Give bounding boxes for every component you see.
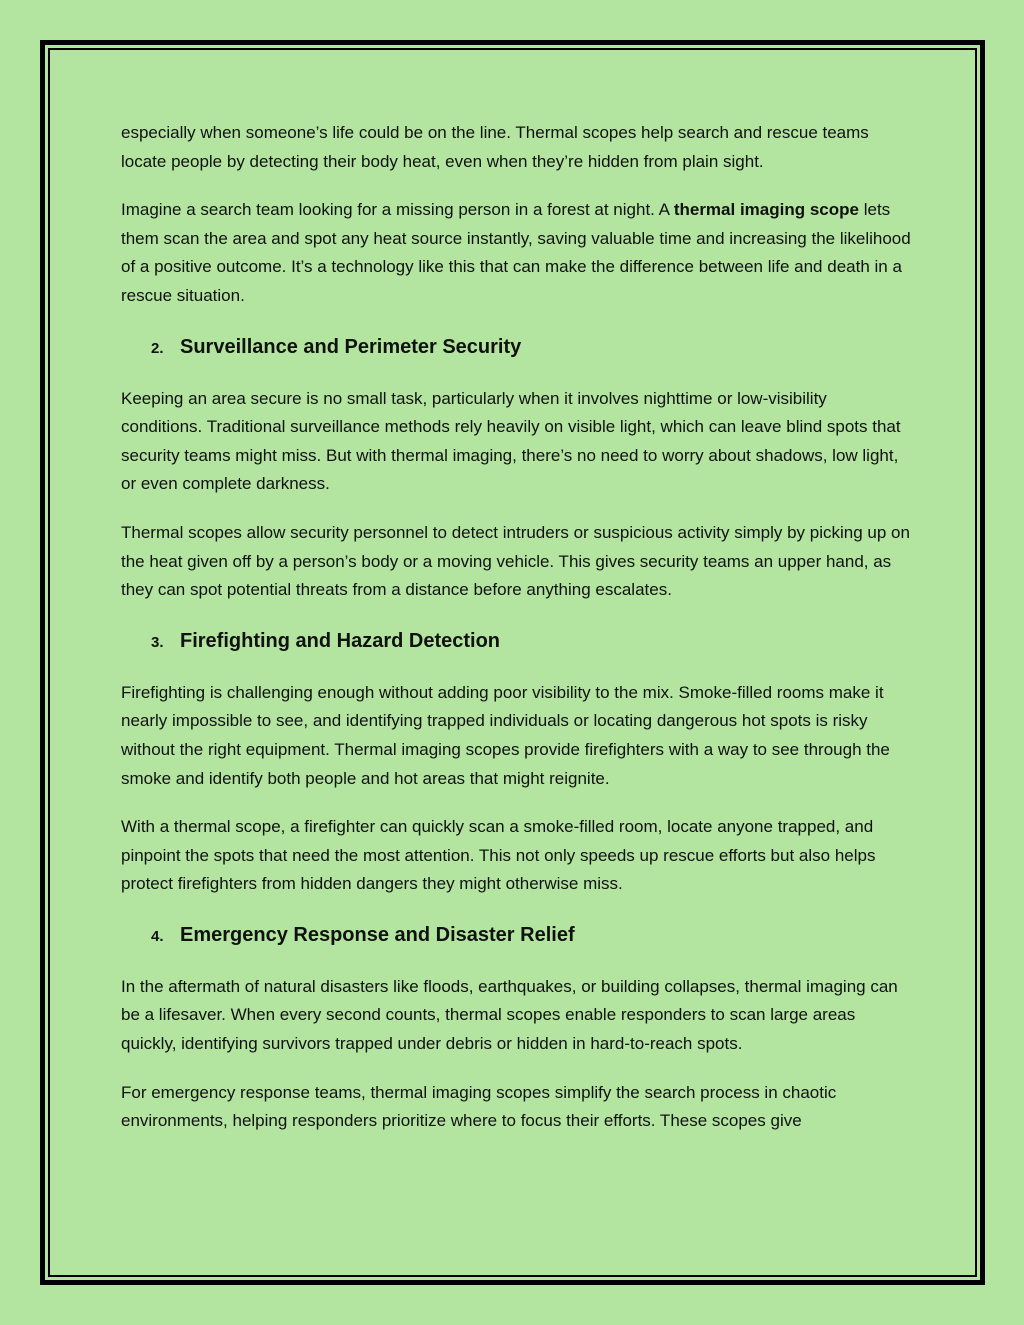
section-title: Surveillance and Perimeter Security (180, 335, 522, 358)
paragraph-surveillance-detail: Thermal scopes allow security personnel to detect intruders or suspicious activity simply by picking up on the heat given off by a person’s body or a moving vehicle. This gives security teams an upper hand, as they can spot potential threats from a distance before anything escalates. (121, 522, 910, 600)
paragraph-search-rescue-continued: especially when someone’s life could be on the line. Thermal scopes help search and rescue teams locate people by detecting their body heat, even when they’re hidden from plain sight. (121, 123, 869, 171)
section-heading-emergency (121, 919, 911, 953)
paragraph-search-team-example (121, 196, 911, 310)
section-heading-surveillance (121, 331, 911, 365)
section-title: Emergency Response and Disaster Relief (180, 923, 575, 946)
paragraph-surveillance-intro: Keeping an area secure is no small task, particularly when it involves nighttime or low-visibility conditions. Traditional surveillance methods rely heavily on visible light, which can leave blind spots that security teams might miss. But with thermal imaging, there’s no need to worry about shadows, low light, or even complete darkness. (121, 388, 901, 494)
section-number: 2. (151, 339, 164, 357)
section-heading-firefighting (121, 625, 911, 659)
paragraph-emergency-intro: In the aftermath of natural disasters like floods, earthquakes, or building collapses, thermal imaging can be a lifesaver. When every second counts, thermal scopes enable responders to scan large areas quickly, identifying survivors trapped under debris or hidden in hard-to-reach spots. (121, 976, 898, 1054)
paragraph-text: Imagine a search team looking for a missing person in a forest at night. A (121, 200, 674, 220)
paragraph-firefighting-detail: With a thermal scope, a firefighter can quickly scan a smoke-filled room, locate anyone trapped, and pinpoint the spots that need the most attention. This not only speeds up rescue efforts but also helps protect firefighters from hidden dangers they might otherwise miss. (121, 817, 876, 894)
section-number: 3. (151, 633, 164, 651)
section-title: Firefighting and Hazard Detection (180, 629, 501, 652)
document-body (121, 119, 911, 1156)
paragraph-text: lets them scan the area and spot any heat source instantly, saving valuable time and increasing the likelihood of a positive outcome. It’s a technology like this that can make the difference between life and death in a rescue situation. (121, 200, 911, 305)
bold-term: thermal imaging scope (673, 200, 859, 220)
paragraph-firefighting-intro: Firefighting is challenging enough without adding poor visibility to the mix. Smoke-filled rooms make it nearly impossible to see, and identifying trapped individuals or locating dangerous hot spots is risky without the right equipment. Thermal imaging scopes provide firefighters with a way to see through the smoke and identify both people and hot areas that might reignite. (121, 682, 890, 788)
section-number: 4. (151, 927, 164, 945)
paragraph-emergency-detail: For emergency response teams, thermal imaging scopes simplify the search process in chaotic environments, helping responders prioritize where to focus their efforts. These scopes give (121, 1082, 837, 1131)
